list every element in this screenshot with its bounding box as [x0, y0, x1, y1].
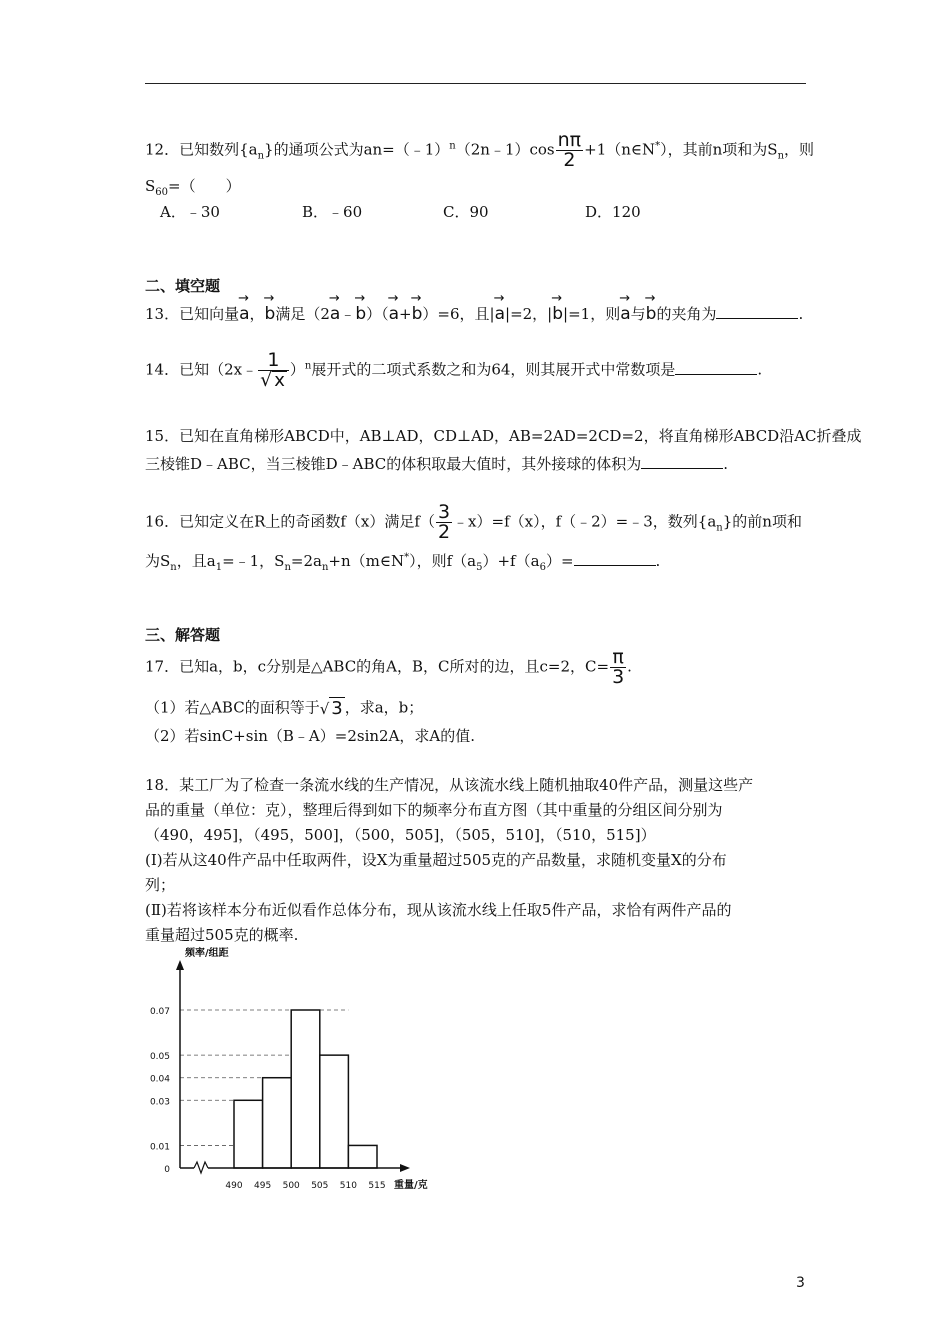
histogram-bar: [291, 1010, 320, 1168]
q18-line7: 重量超过505克的概率.: [145, 926, 299, 944]
q16-fraction: $\frac{3}{2}$: [437, 501, 451, 543]
q18-line1: 18．某工厂为了检查一条流水线的生产情况，从该流水线上随机抽取40件产品，测量这些产: [145, 776, 754, 794]
x-tick-label: 510: [339, 1181, 357, 1191]
q12-line2: $S_{60}=$（ ）: [145, 177, 241, 198]
x-tick-label: 515: [368, 1181, 386, 1191]
frequency-histogram: [140, 940, 460, 1200]
x-tick-label: 500: [282, 1181, 300, 1191]
q15-line1: 15．已知在直角梯形ABCD中，AB⊥AD，CD⊥AD，AB=2AD=2CD=2，将直角梯形ABCD沿AC折叠成: [145, 427, 862, 445]
sqrt-three: √ 3: [319, 698, 343, 719]
section-solution-title: 三、解答题: [145, 626, 221, 644]
histogram-bar: [320, 1055, 349, 1168]
x-axis-arrow: [400, 1164, 410, 1172]
histogram-bar: [234, 1100, 263, 1168]
q12-option-c: C．90: [443, 203, 489, 221]
y-axis-arrow: [176, 960, 184, 970]
q18-line4: (Ⅰ)若从这40件产品中任取两件，设X为重量超过505克的产品数量，求随机变量X的分布: [145, 851, 727, 869]
histogram-bar: [263, 1078, 292, 1168]
q18-line3: （490，495]，（495，500]，（500，505]，（505，510]，（510，515]）: [145, 826, 656, 844]
q12-option-b: B．﹣60: [302, 203, 363, 221]
x-axis-label: 重量/克: [394, 1180, 428, 1191]
y-tick-label: 0.04: [149, 1074, 170, 1085]
q14-line: 14．已知（2x﹣ $\frac{1}{√ x}$ ）$^n$展开式的二项式系数之和为64，则其展开式中常数项是 .: [145, 349, 763, 391]
q16-line1: 16．已知定义在R上的奇函数f（x）满足f（ $\frac{3}{2}$ ﹣x）=f（x），f（﹣2）=﹣3，数列$\{a_n\}$的前n项和: [145, 501, 802, 543]
q13-answer-blank: [716, 304, 798, 319]
histogram-svg: [140, 940, 460, 1200]
q12-fraction: $\frac{n\pi}{2}$: [557, 129, 582, 171]
q13-line: 13．已知向量→ a，→ b满足（2→ a﹣→ b）（→ a+→ b）=6，且|→ a|=2，|→ b|=1，则→ a与→ b的夹角为 .: [145, 297, 803, 324]
y-tick-label: 0.03: [149, 1097, 170, 1108]
q16-line2: 为$S_n$，且$a_1=﹣1$，$S_n=2a_n+n(m\in N^*)$，则$f(a_5)+f(a_6)=$ .: [145, 552, 661, 573]
page-number: 3: [796, 1275, 805, 1291]
q12-line1: 12．已知数列$\{a_n\}$的通项公式为an=（﹣1）$^n$（2n﹣1）cos $\frac{n\pi}{2}$ +1（n∈N*），其前n项和为$S_n$，则: [145, 129, 815, 171]
q17-sub2: （2）若sinC+sin（B﹣A）=2sin2A，求A的值.: [145, 727, 476, 745]
q17-fraction: $\frac{\pi}{3}$: [612, 646, 625, 688]
q15-line2: 三棱锥D﹣ABC，当三棱锥D﹣ABC的体积取最大值时，其外接球的体积为 .: [145, 455, 729, 473]
q15-answer-blank: [641, 454, 723, 469]
histogram-bar: [348, 1145, 377, 1168]
header-rule: [145, 83, 806, 84]
q14-fraction: $\frac{1}{√ x}$: [258, 351, 289, 390]
x-tick-label: 505: [311, 1181, 329, 1191]
q12-option-d: D．120: [585, 203, 641, 221]
q18-line6: (Ⅱ)若将该样本分布近似看作总体分布，现从该流水线上任取5件产品，求恰有两件产品的: [145, 901, 732, 919]
x-axis-break: [194, 1162, 208, 1173]
x-tick-label: 490: [225, 1181, 243, 1191]
q18-line2: 品的重量（单位：克），整理后得到如下的频率分布直方图（其中重量的分组区间分别为: [145, 801, 723, 819]
section-fill-in-title: 二、填空题: [145, 277, 221, 295]
x-tick-label: 495: [254, 1181, 272, 1191]
y-axis-label: 频率/组距: [185, 948, 229, 959]
q14-answer-blank: [675, 360, 757, 375]
y-tick-label: 0.01: [149, 1142, 170, 1153]
q17-line1: 17．已知a，b，c分别是△ABC的角A，B，C所对的边，且c=2，C= $\frac{\pi}{3}$ .: [145, 646, 632, 688]
q12-option-a: A．﹣30: [160, 203, 220, 221]
y-tick-label: 0.05: [149, 1052, 170, 1063]
y-tick-label: 0.07: [149, 1007, 170, 1017]
y-tick-label: 0: [164, 1165, 170, 1175]
q16-answer-blank: [574, 551, 656, 566]
q18-line5: 列；: [145, 876, 176, 894]
q17-sub1: （1）若△ABC的面积等于√ 3 ，求a，b；: [145, 698, 424, 719]
